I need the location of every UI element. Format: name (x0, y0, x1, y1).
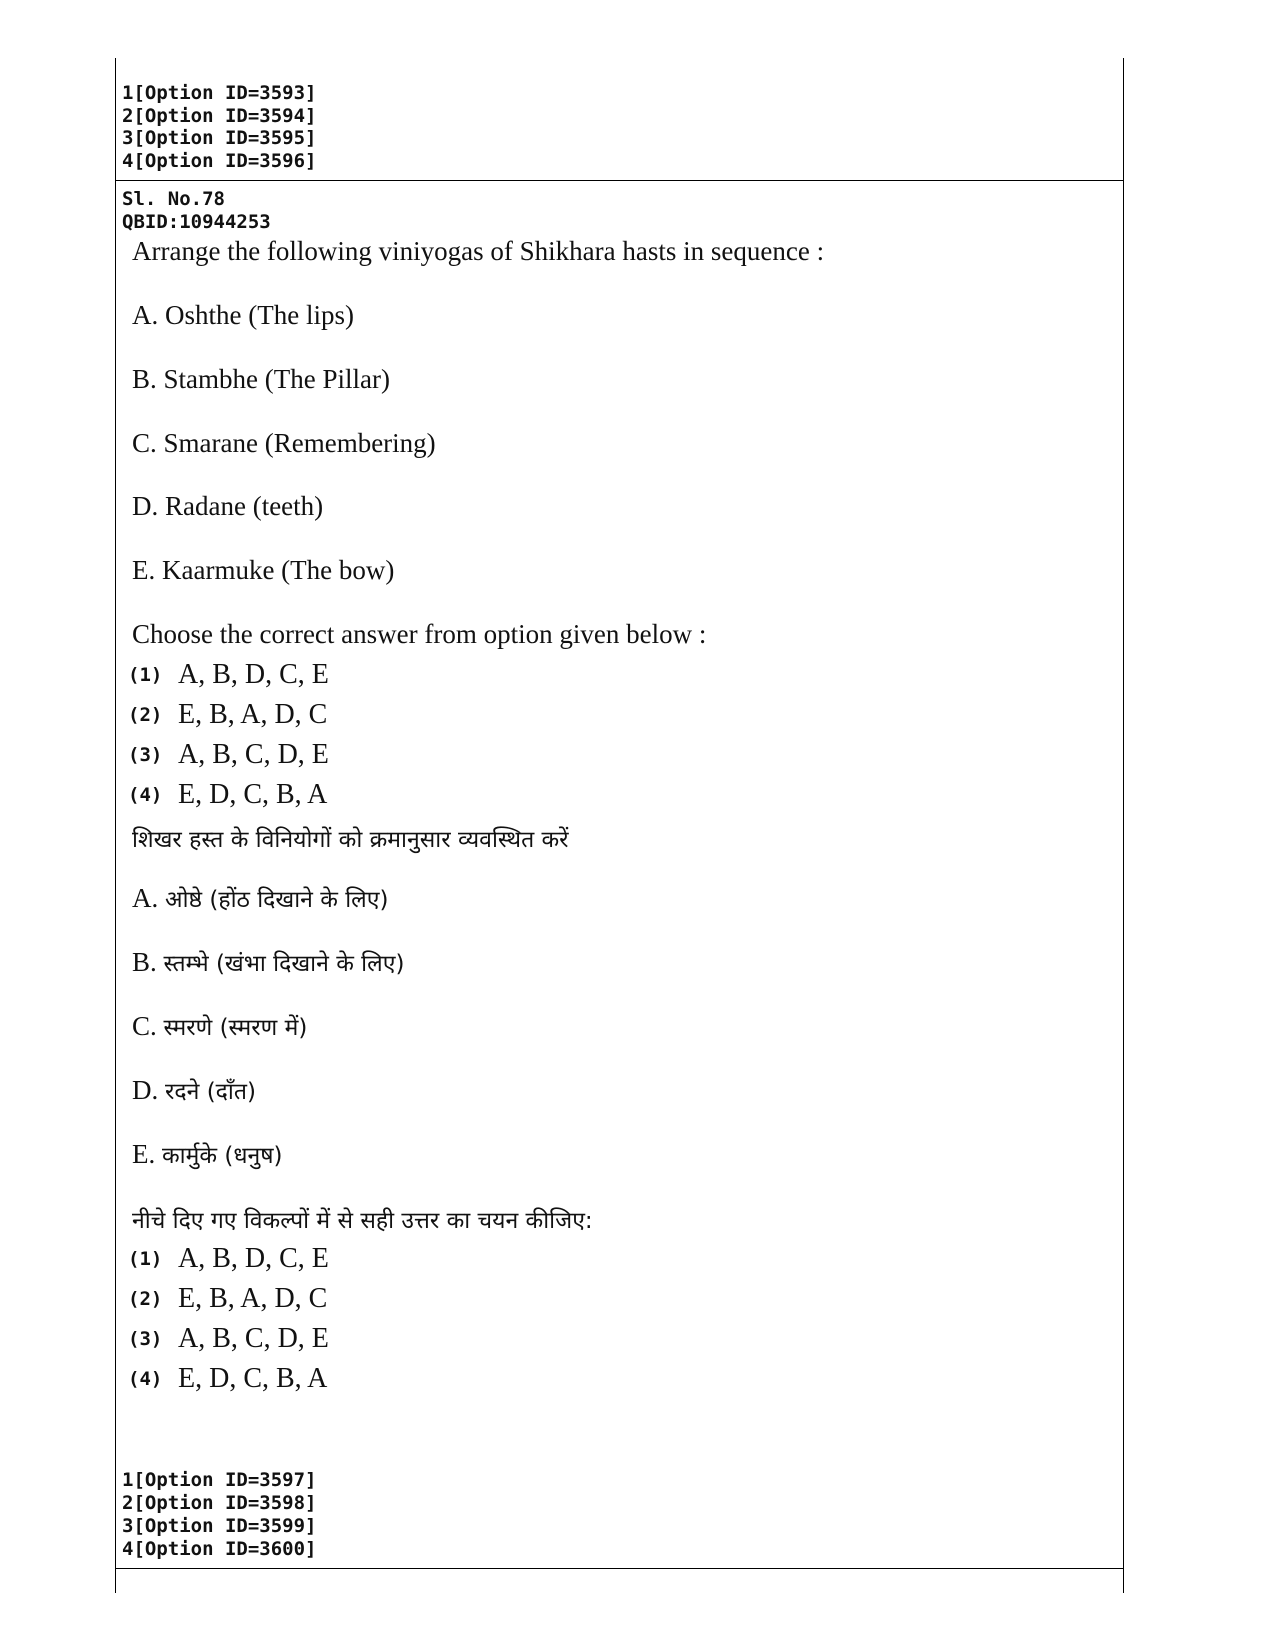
option-value: E, D, C, B, A (178, 1363, 328, 1394)
instruction-en: Choose the correct answer from option given below : (132, 619, 707, 649)
prev-option-id-2: 2[Option ID=3594] (122, 105, 317, 127)
option-en-4 (128, 779, 327, 811)
item-letter: D. (132, 1075, 159, 1105)
item-en-a: A. Oshthe (The lips) (132, 300, 354, 330)
item-en-c: C. Smarane (Remembering) (132, 428, 436, 458)
item-en-b: B. Stambhe (The Pillar) (132, 364, 390, 394)
prev-option-id-3: 3[Option ID=3595] (122, 127, 317, 149)
item-letter: C. (132, 1011, 157, 1041)
option-en-1 (128, 659, 329, 691)
option-value: A, B, D, C, E (178, 1243, 329, 1274)
option-number: (4) (128, 784, 163, 806)
option-number: (3) (128, 744, 163, 766)
option-hi-3 (128, 1323, 329, 1355)
question-prompt-en: Arrange the following viniyogas of Shikhara hasts in sequence : (132, 236, 825, 266)
item-hi-e (132, 1138, 283, 1170)
option-value: E, B, A, D, C (178, 699, 328, 730)
option-id-3: 3[Option ID=3599] (122, 1515, 317, 1537)
option-en-3 (128, 739, 329, 771)
option-value: A, B, C, D, E (178, 739, 329, 770)
option-id-4: 4[Option ID=3600] (122, 1538, 317, 1560)
option-hi-4 (128, 1363, 327, 1395)
option-number: (1) (128, 664, 163, 686)
option-id-2: 2[Option ID=3598] (122, 1492, 317, 1514)
option-number: (2) (128, 1288, 163, 1310)
option-value: A, B, C, D, E (178, 1323, 329, 1354)
item-text: रदने (दाँत) (165, 1079, 256, 1105)
item-en-d: D. Radane (teeth) (132, 491, 324, 521)
question-prompt-hi: शिखर हस्त के विनियोगों को क्रमानुसार व्यवस्थित करें (132, 827, 569, 853)
option-value: E, D, C, B, A (178, 779, 328, 810)
serial-number: Sl. No.78 (122, 188, 225, 210)
item-text: ओष्ठे (होंठ दिखाने के लिए) (165, 887, 389, 913)
option-hi-2 (128, 1283, 327, 1315)
option-number: (3) (128, 1328, 163, 1350)
option-value: E, B, A, D, C (178, 1283, 328, 1314)
item-en-e: E. Kaarmuke (The bow) (132, 555, 395, 585)
item-hi-b (132, 946, 404, 978)
instruction-hi: नीचे दिए गए विकल्पों में से सही उत्तर का चयन कीजिए: (132, 1208, 593, 1234)
prev-option-id-1: 1[Option ID=3593] (122, 82, 317, 104)
item-text: कार्मुके (धनुष) (162, 1143, 283, 1169)
option-en-2 (128, 699, 327, 731)
option-value: A, B, D, C, E (178, 659, 329, 690)
item-letter: E. (132, 1139, 156, 1169)
option-number: (2) (128, 704, 163, 726)
option-id-1: 1[Option ID=3597] (122, 1469, 317, 1491)
divider (115, 180, 1124, 181)
item-hi-d (132, 1074, 256, 1106)
option-number: (4) (128, 1368, 163, 1390)
item-text: स्मरणे (स्मरण में) (163, 1015, 308, 1041)
item-text: स्तम्भे (खंभा दिखाने के लिए) (163, 951, 405, 977)
qbid: QBID:10944253 (122, 211, 271, 233)
option-hi-1 (128, 1243, 329, 1275)
divider (115, 1568, 1124, 1569)
item-letter: B. (132, 947, 157, 977)
item-hi-a (132, 882, 388, 914)
item-letter: A. (132, 883, 159, 913)
option-number: (1) (128, 1248, 163, 1270)
item-hi-c (132, 1010, 307, 1042)
prev-option-id-4: 4[Option ID=3596] (122, 150, 317, 172)
